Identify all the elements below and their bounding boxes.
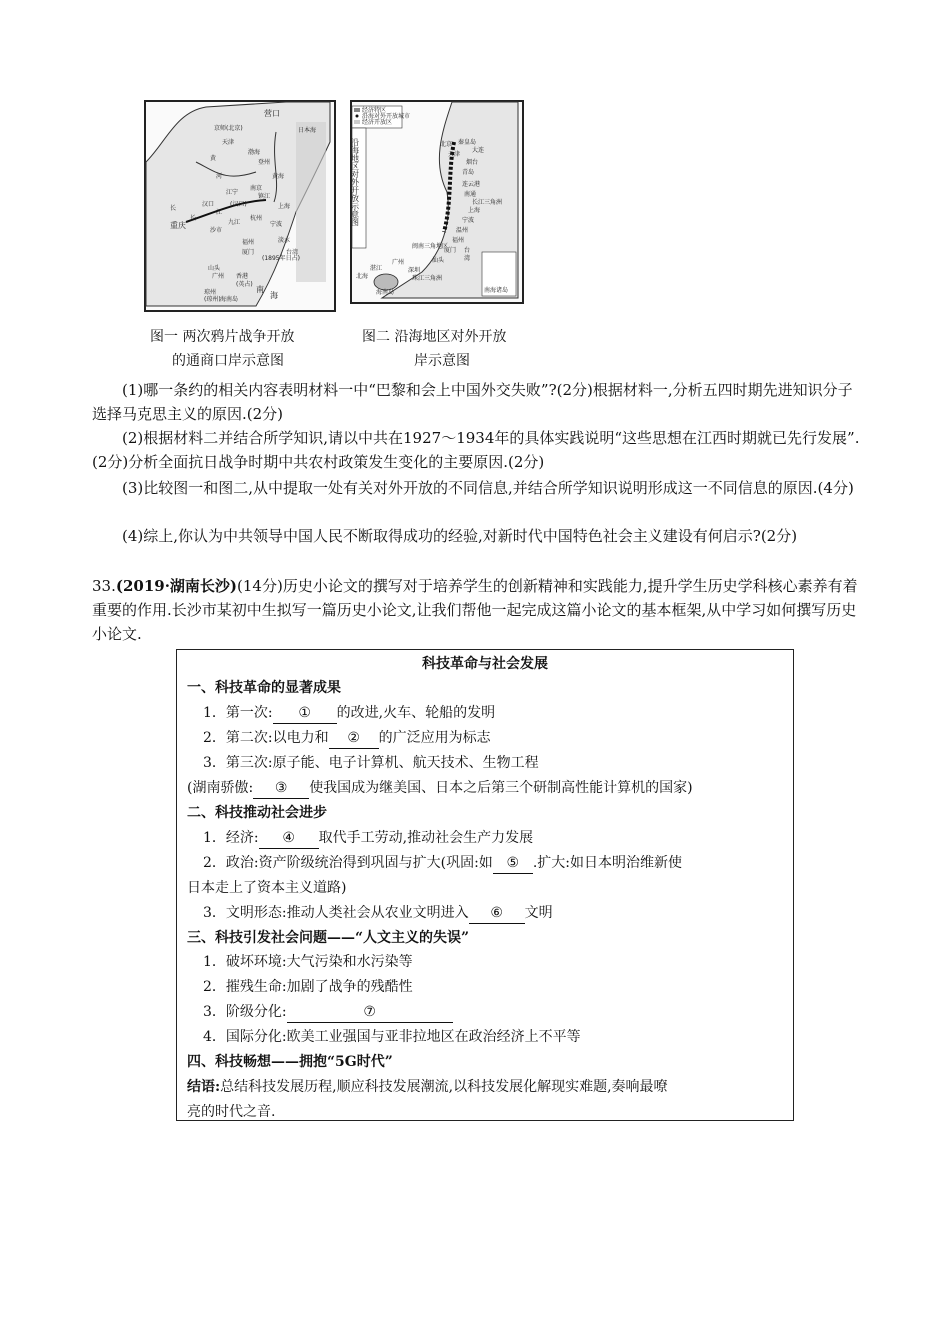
blank-7[interactable]: ⑦ <box>287 1002 453 1023</box>
map-label: 福州 <box>242 239 255 246</box>
blank-6[interactable]: ⑥ <box>469 903 525 924</box>
map-label: 南 <box>256 285 264 294</box>
map-label: 北京 <box>440 141 453 148</box>
map-label: 杭州 <box>250 215 263 222</box>
map-label: 南京 <box>250 185 263 192</box>
map-legend-item: 经济开放区 <box>362 119 393 126</box>
map-label: 广州 <box>392 259 405 266</box>
map-label: 天津 <box>222 139 235 146</box>
section-4-heading: 四、科技畅想——拥抱“5G时代” <box>187 1054 393 1070</box>
map-label: 南海诸岛 <box>484 287 509 294</box>
map-label: 厦门 <box>242 249 255 256</box>
essay-line: 4．国际分化:欧美工业强国与亚非拉地区在政治经济上不平等 <box>203 1029 581 1045</box>
essay-line: 3．阶级分化: ⑦ <box>203 1002 453 1023</box>
map-label: 山头 <box>208 265 221 272</box>
blank-3[interactable]: ③ <box>253 778 309 799</box>
map-label: 湾 <box>464 255 471 262</box>
map-label: 台湾 <box>286 249 299 256</box>
question-33-source: (2019·湖南长沙) <box>115 577 238 595</box>
blank-1[interactable]: ① <box>273 703 337 724</box>
map-legend-item: 经济特区 <box>362 107 387 114</box>
map2-caption-line1: 图二 沿海地区对外开放 <box>362 329 507 345</box>
map-label: (琼州) <box>204 296 221 303</box>
map-label: 上海 <box>278 203 291 210</box>
question-2: (2)根据材料二并结合所学知识,请以中共在1927～1934年的具体实践说明“这些思想在江西时期就已先行发展”.(2分)分析全面抗日战争时期中共农村政策发生变化的主要原因.(2分) <box>92 429 860 471</box>
map-label: 江宁 <box>226 189 239 196</box>
map-label: (英占) <box>236 281 253 288</box>
essay-line: 2．政治:资产阶级统治得到巩固与扩大(巩固:如 ⑤ .扩大:如日本明治维新使 <box>203 853 682 874</box>
map-label: 淡水 <box>278 237 291 244</box>
map-label: 青岛 <box>462 169 475 176</box>
essay-line: 1．第一次: ① 的改进,火车、轮船的发明 <box>203 703 495 724</box>
map-label: 黄海 <box>272 173 285 180</box>
map-label: 渤海 <box>248 149 261 156</box>
map-legend-item: 沿海对外开放城市 <box>362 113 411 120</box>
map-vertical-title: 沿海地区对外开放示意图 <box>350 138 360 226</box>
map-label: 宁波 <box>462 217 475 224</box>
blank-4[interactable]: ④ <box>259 828 319 849</box>
map-label: 珠江三角洲 <box>412 275 443 282</box>
essay-line: 1．破坏环境:大气污染和水污染等 <box>203 954 413 970</box>
map-label: 秦皇岛 <box>458 139 477 146</box>
map-label: 镇江 <box>258 193 271 200</box>
map-label: 河 <box>216 173 223 180</box>
map-label: 天津 <box>448 151 461 158</box>
question-33-number: 33. <box>92 577 116 595</box>
map-label: 厦门 <box>444 247 457 254</box>
map-label: 长 <box>170 205 177 212</box>
essay-line: 结语:总结科技发展历程,顺应科技发展潮流,以科技发展化解现实难题,奏响最嘹 <box>187 1079 668 1095</box>
essay-line: 1．经济: ④ 取代手工劳动,推动社会生产力发展 <box>203 828 533 849</box>
map-label: 台 <box>464 247 471 254</box>
map-label: 九江 <box>228 219 241 226</box>
question-1: (1)哪一条约的相关内容表明材料一中“巴黎和会上中国外交失败”?(2分)根据材料一,分析五四时期先进知识分子选择马克思主义的原因.(2分) <box>92 381 853 423</box>
map-label: 深圳 <box>408 267 421 274</box>
map-label: (汉口) <box>230 201 247 208</box>
essay-framework-box <box>176 649 794 1121</box>
question-4: (4)综上,你认为中共领导中国人民不断取得成功的经验,对新时代中国特色社会主义建设有何启示?(2分) <box>122 527 798 545</box>
map1-caption-line2: 的通商口岸示意图 <box>172 353 284 369</box>
map-label: 北海 <box>356 273 369 280</box>
map-label: 琼州 <box>204 289 217 296</box>
map-label: 温州 <box>456 227 469 234</box>
section-3-heading: 三、科技引发社会问题——“人文主义的失误” <box>187 930 470 946</box>
section-1-heading: 一、科技革命的显著成果 <box>187 680 341 696</box>
essay-line: 亮的时代之音. <box>187 1104 276 1120</box>
question-33-text: (14分)历史小论文的撰写对于培养学生的创新精神和实践能力,提升学生历史学科核心素养有着重要的作用.长沙市某初中生拟写一篇历史小论文,让我们帮他一起完成这篇小论文的基本框架,从中学习如何撰写历史小论文. <box>92 577 858 643</box>
map-label: 江 <box>216 209 223 216</box>
map-label: 京师(北京) <box>214 125 243 132</box>
map-label: 大连 <box>472 147 485 154</box>
map-label: 登州 <box>258 159 271 166</box>
map1-caption-line1: 图一 两次鸦片战争开放 <box>150 329 295 345</box>
map-label: 长 <box>190 215 197 222</box>
map-label: 沙市 <box>210 227 223 234</box>
question-3: (3)比较图一和图二,从中提取一处有关对外开放的不同信息,并结合所学知识说明形成这一不同信息的原因.(4分) <box>122 479 854 497</box>
map-label: 宁波 <box>270 221 283 228</box>
essay-line: 3．第三次:原子能、电子计算机、航天技术、生物工程 <box>203 755 539 771</box>
blank-5[interactable]: ⑤ <box>493 853 533 874</box>
essay-line: 3．文明形态:推动人类社会从农业文明进入 ⑥ 文明 <box>203 903 553 924</box>
essay-line: 日本走上了资本主义道路) <box>187 880 347 896</box>
map-label: 海南岛 <box>376 289 395 296</box>
map-label: 汉口 <box>202 201 215 208</box>
map-label: 上海 <box>468 207 481 214</box>
map2-caption-line2: 岸示意图 <box>414 353 470 369</box>
map-label: 湛江 <box>370 265 383 272</box>
map-label: 日本海 <box>298 127 317 134</box>
coastal-open-areas-map <box>350 100 524 304</box>
map-label: (1895年日占) <box>262 255 300 262</box>
map-label: 海南岛 <box>220 296 239 303</box>
blank-2[interactable]: ② <box>329 728 379 749</box>
map-label: 南通 <box>464 191 477 198</box>
map-label: 闽南三角地区 <box>412 243 449 250</box>
map-label: 烟台 <box>466 159 479 166</box>
map-label: 香港 <box>236 273 249 280</box>
essay-title: 科技革命与社会发展 <box>422 656 548 672</box>
section-2-heading: 二、科技推动社会进步 <box>187 805 327 821</box>
map-label: 汕头 <box>432 257 445 264</box>
map-label: 连云港 <box>462 181 481 188</box>
map-label: 福州 <box>452 237 465 244</box>
map-label: 长江三角洲 <box>472 199 503 206</box>
essay-line: 2．第二次:以电力和 ② 的广泛应用为标志 <box>203 728 491 749</box>
map-label: 广州 <box>212 273 225 280</box>
essay-line: 2．摧残生命:加剧了战争的残酷性 <box>203 979 413 995</box>
map-label: 重庆 <box>170 221 186 230</box>
map-label: 海 <box>270 291 278 300</box>
essay-line: (湖南骄傲: ③ 使我国成为继美国、日本之后第三个研制高性能计算机的国家) <box>187 778 693 799</box>
conclusion-label: 结语: <box>187 1079 221 1095</box>
opium-war-ports-map <box>144 100 336 312</box>
question-33 <box>92 574 862 646</box>
map-label: 营口 <box>264 109 280 118</box>
map-label: 黄 <box>210 155 217 162</box>
